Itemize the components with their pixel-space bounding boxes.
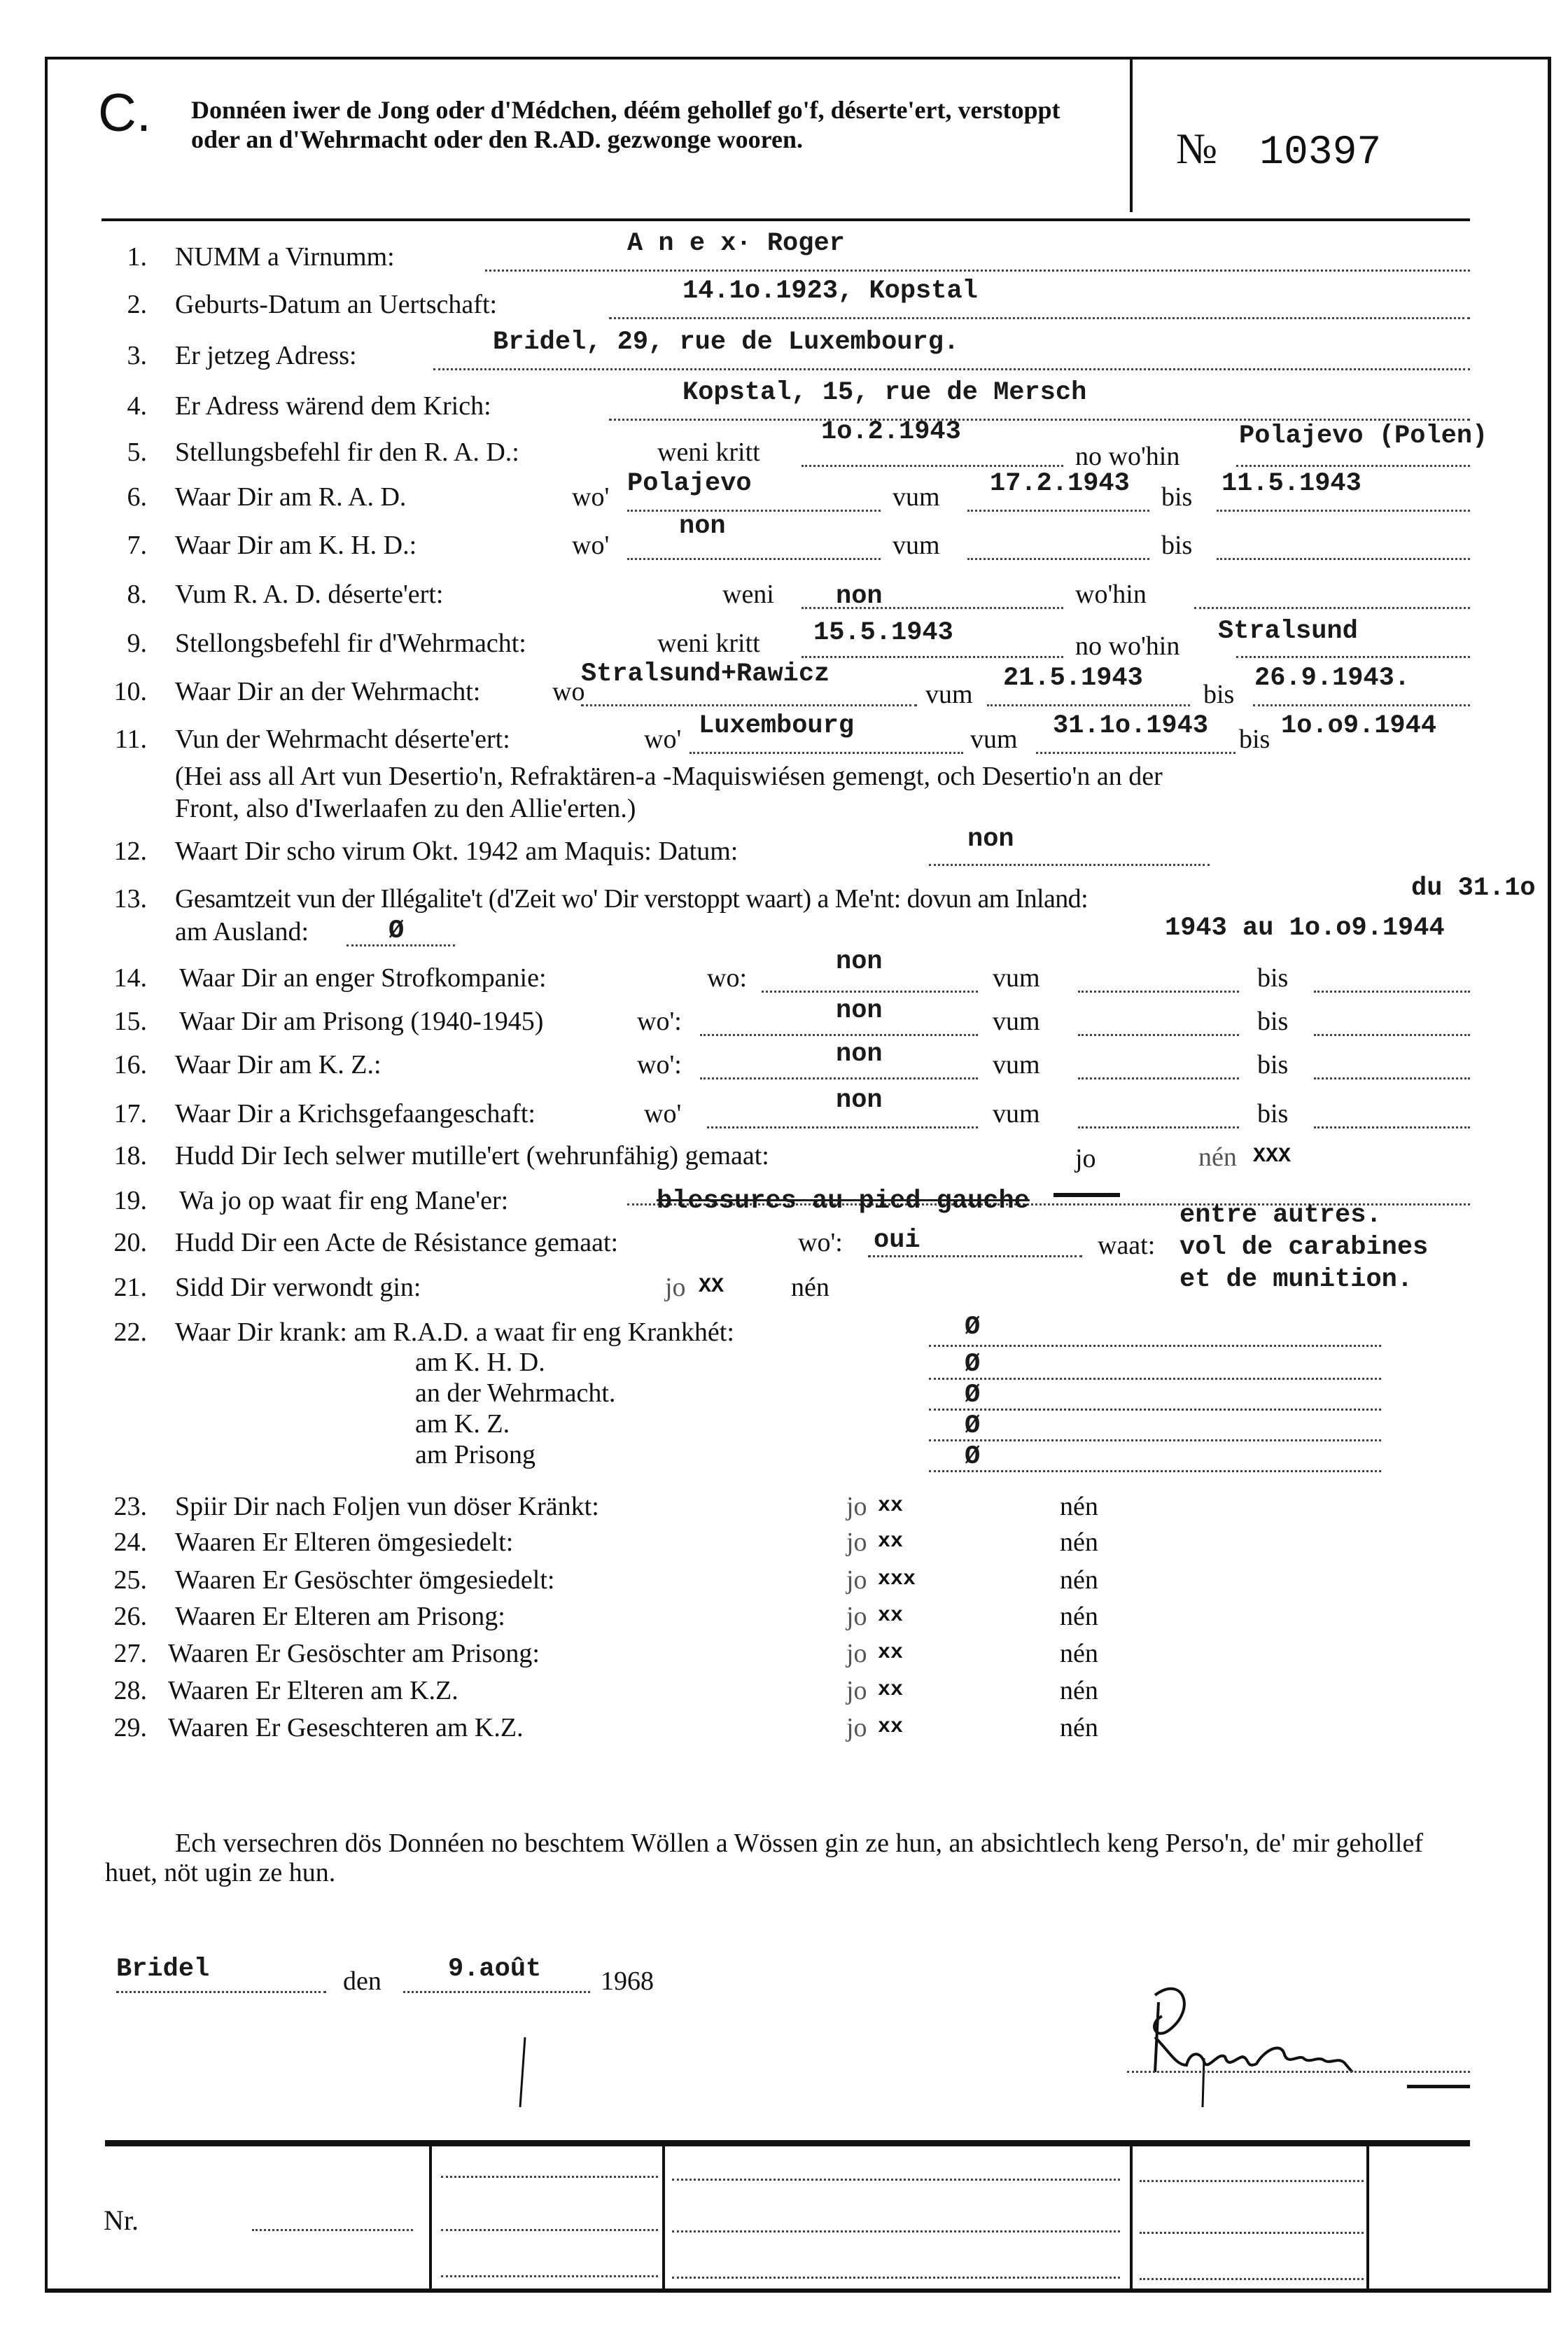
what-value-2: vol de carabines bbox=[1180, 1233, 1429, 1262]
where-value: Polajevo (Polen) bbox=[1239, 421, 1488, 451]
from-value: 31.1o.1943 bbox=[1053, 711, 1209, 741]
sub-label: an der Wehrmacht. bbox=[415, 1378, 616, 1408]
field-label: Waaren Er Elteren am Prisong: bbox=[175, 1602, 505, 1631]
dotted-line bbox=[116, 1991, 326, 1993]
row-number: 5. bbox=[127, 438, 147, 467]
field-label: Waar Dir am R. A. D. bbox=[175, 482, 407, 512]
where-value: non bbox=[836, 947, 883, 977]
no-option: nén bbox=[1060, 1565, 1098, 1595]
where-value: Luxembourg bbox=[699, 711, 855, 741]
typed-cross-out: xx bbox=[878, 1494, 904, 1518]
dotted-line bbox=[1036, 752, 1236, 754]
field-row-11 bbox=[0, 711, 1568, 757]
section-letter: C. bbox=[98, 83, 151, 143]
dotted-line bbox=[627, 510, 881, 512]
dotted-line bbox=[1314, 1034, 1470, 1036]
yes-option: jo bbox=[846, 1492, 867, 1521]
sub-value: Ø bbox=[965, 1350, 981, 1379]
where-label: wo' bbox=[572, 531, 610, 560]
row-number: 11. bbox=[114, 725, 147, 754]
row-number: 10. bbox=[113, 677, 147, 706]
row-number: 21. bbox=[113, 1273, 147, 1302]
row-number: 1. bbox=[127, 242, 147, 272]
field-row-28 bbox=[0, 1673, 1568, 1708]
where-value: non bbox=[836, 996, 883, 1026]
where-value: non bbox=[836, 1040, 883, 1069]
field-row-10 bbox=[0, 659, 1568, 709]
field-row-26 bbox=[0, 1599, 1568, 1634]
dotted-line bbox=[627, 558, 881, 560]
field-label: Waar Dir am Prisong (1940-1945) bbox=[179, 1007, 544, 1036]
from-label: vum bbox=[993, 1099, 1040, 1128]
field-row-15 bbox=[0, 996, 1568, 1039]
maquis-value: non bbox=[967, 825, 1014, 854]
field-label: Waaren Er Elteren ömgesiedelt: bbox=[175, 1528, 514, 1557]
row-number: 29. bbox=[113, 1713, 147, 1742]
field-row-11-note bbox=[0, 791, 1568, 826]
dotted-line bbox=[672, 2230, 1120, 2232]
name-value: A n e x· Roger bbox=[627, 229, 845, 258]
field-row-4 bbox=[0, 378, 1568, 424]
field-label: Waart Dir scho virum Okt. 1942 am Maquis: Datum: bbox=[175, 837, 738, 866]
field-label: Sidd Dir verwondt gin: bbox=[175, 1273, 421, 1302]
field-row-14 bbox=[0, 947, 1568, 995]
where-value: Polajevo bbox=[627, 469, 752, 498]
typed-cross-out: xx bbox=[878, 1715, 904, 1739]
field-row-29 bbox=[0, 1710, 1568, 1745]
wartime-address-value: Kopstal, 15, rue de Mersch bbox=[682, 378, 1087, 407]
row-number: 14. bbox=[113, 963, 147, 993]
birth-value: 14.1o.1923, Kopstal bbox=[682, 277, 978, 306]
field-row-17 bbox=[0, 1086, 1568, 1131]
dotted-line bbox=[1078, 1077, 1239, 1079]
yes-option: jo bbox=[846, 1639, 867, 1668]
yes-option: jo bbox=[665, 1273, 686, 1302]
to-value: 1o.o9.1944 bbox=[1281, 711, 1437, 741]
where-label: wo bbox=[552, 677, 585, 706]
yes-option: jo bbox=[846, 1676, 867, 1705]
row-number: 9. bbox=[127, 629, 147, 658]
where-label: no wo'hin bbox=[1075, 442, 1180, 471]
abroad-label: am Ausland: bbox=[175, 917, 309, 946]
header-rule bbox=[102, 218, 1470, 221]
where-label: wo': bbox=[798, 1228, 843, 1257]
field-label: Waar Dir am K. H. D.: bbox=[175, 531, 417, 560]
yes-option: jo bbox=[1075, 1144, 1096, 1173]
table-divider bbox=[1130, 2146, 1133, 2290]
to-label: bis bbox=[1257, 1050, 1289, 1079]
dotted-line bbox=[929, 864, 1210, 866]
typed-cross-out: xx bbox=[878, 1530, 904, 1553]
where-label: wo' bbox=[572, 482, 610, 512]
field-row-24 bbox=[0, 1525, 1568, 1560]
dotted-line bbox=[441, 2176, 658, 2178]
yes-option: jo bbox=[846, 1602, 867, 1631]
dotted-line bbox=[1236, 656, 1470, 658]
row-number: 20. bbox=[113, 1228, 147, 1257]
field-label: Vum R. A. D. déserte'ert: bbox=[175, 580, 444, 609]
from-label: vum bbox=[892, 482, 940, 512]
note-line-2: Front, also d'Iwerlaafen zu den Allie'erten.) bbox=[175, 794, 636, 823]
field-row-22 bbox=[0, 1315, 1568, 1350]
field-row-3 bbox=[0, 328, 1568, 373]
sub-label: am K. Z. bbox=[415, 1409, 510, 1439]
inland-value: du 31.1o bbox=[1411, 874, 1536, 903]
dotted-line bbox=[609, 419, 1470, 421]
row-number: 18. bbox=[113, 1141, 147, 1170]
where-value: Stralsund bbox=[1218, 617, 1358, 646]
no-option: nén bbox=[791, 1273, 830, 1302]
field-label: Waaren Er Gesöschter ömgesiedelt: bbox=[175, 1565, 555, 1595]
dotted-line bbox=[967, 558, 1149, 560]
dotted-line bbox=[403, 1991, 590, 1993]
when-label: weni kritt bbox=[657, 438, 760, 467]
row-number: 4. bbox=[127, 391, 147, 421]
dotted-line bbox=[485, 270, 1470, 272]
when-label: weni bbox=[722, 580, 774, 609]
table-divider bbox=[662, 2146, 665, 2290]
no-option: nén bbox=[1060, 1528, 1098, 1557]
dotted-line bbox=[802, 465, 1063, 467]
dotted-line bbox=[1236, 465, 1470, 467]
to-label: bis bbox=[1257, 1007, 1289, 1036]
row-number: 16. bbox=[113, 1050, 147, 1079]
from-label: vum bbox=[993, 1050, 1040, 1079]
note-line-1: (Hei ass all Art vun Desertio'n, Refraktären-a -Maquiswiésen gemengt, och Desertio'n an der bbox=[175, 762, 1163, 791]
field-label: Waaren Er Geseschteren am K.Z. bbox=[168, 1713, 524, 1742]
field-row-18 bbox=[0, 1138, 1568, 1173]
dotted-line bbox=[441, 2229, 658, 2231]
where-label: wo' bbox=[644, 725, 682, 754]
where-label: wo: bbox=[707, 963, 747, 993]
what-value-3: et de munition. bbox=[1180, 1265, 1413, 1294]
typed-cross-out: xx bbox=[878, 1678, 904, 1702]
from-label: vum bbox=[993, 1007, 1040, 1036]
nr-label: Nr. bbox=[104, 2204, 139, 2236]
dotted-line bbox=[929, 1470, 1381, 1472]
from-label: vum bbox=[925, 680, 973, 709]
dotted-line bbox=[1253, 704, 1470, 706]
dotted-line bbox=[1314, 1126, 1470, 1128]
where-label: no wo'hin bbox=[1075, 631, 1180, 661]
row-number: 13. bbox=[113, 884, 147, 914]
dotted-line bbox=[672, 2179, 1120, 2181]
field-row-22-sub bbox=[0, 1409, 1568, 1444]
where-value: non bbox=[679, 512, 726, 541]
field-row-22-sub bbox=[0, 1348, 1568, 1383]
form-number bbox=[1176, 125, 1381, 176]
field-label: Vun der Wehrmacht déserte'ert: bbox=[175, 725, 510, 754]
no-option: nén bbox=[1060, 1492, 1098, 1521]
to-label: bis bbox=[1161, 531, 1193, 560]
dotted-line bbox=[868, 1255, 1082, 1257]
mark-dash bbox=[1407, 2085, 1470, 2088]
where-label: wo': bbox=[637, 1007, 682, 1036]
dotted-line bbox=[762, 991, 978, 993]
field-label: Gesamtzeit vun der Illégalite't (d'Zeit wo' Dir verstoppt waart) a Me'nt: dovun am Inland: bbox=[175, 884, 1088, 914]
from-label: vum bbox=[892, 531, 940, 560]
field-row-11-note bbox=[0, 759, 1568, 794]
field-row-13 bbox=[0, 874, 1568, 916]
sub-value: Ø bbox=[965, 1442, 981, 1472]
dotted-line bbox=[581, 704, 917, 706]
year-label: 1968 bbox=[601, 1966, 654, 1996]
row-number: 19. bbox=[113, 1186, 147, 1215]
row-number: 6. bbox=[127, 482, 147, 512]
row-number: 28. bbox=[113, 1676, 147, 1705]
field-row-13b bbox=[0, 914, 1568, 949]
yes-option: jo bbox=[846, 1528, 867, 1557]
abroad-value: Ø bbox=[388, 916, 405, 946]
field-label: Waar Dir an der Wehrmacht: bbox=[175, 677, 481, 706]
no-option: nén bbox=[1198, 1142, 1237, 1172]
dotted-line bbox=[1217, 510, 1470, 512]
header-divider bbox=[1130, 57, 1133, 212]
where-label: wo' bbox=[644, 1099, 682, 1128]
to-label: bis bbox=[1257, 963, 1289, 993]
field-row-22-sub bbox=[0, 1440, 1568, 1475]
dotted-line bbox=[441, 2275, 658, 2277]
field-row-9 bbox=[0, 617, 1568, 661]
sub-value: Ø bbox=[965, 1381, 981, 1410]
address-value: Bridel, 29, rue de Luxembourg. bbox=[493, 328, 960, 357]
table-top-rule bbox=[105, 2140, 1470, 2146]
dotted-line bbox=[1194, 607, 1470, 609]
field-row-27 bbox=[0, 1636, 1568, 1671]
where-value: Stralsund+Rawicz bbox=[581, 659, 830, 689]
sub-value: Ø bbox=[965, 1411, 981, 1441]
date-value: 9.août bbox=[448, 1955, 542, 1984]
sub-label: am K. H. D. bbox=[415, 1348, 545, 1377]
row-number: 12. bbox=[113, 837, 147, 866]
field-label: Geburts-Datum an Uertschaft: bbox=[175, 290, 498, 319]
field-row-21 bbox=[0, 1265, 1568, 1305]
dotted-line bbox=[252, 2229, 413, 2231]
signature bbox=[1120, 1974, 1484, 2114]
when-value: 15.5.1943 bbox=[813, 618, 953, 648]
dotted-line bbox=[700, 1034, 978, 1036]
field-label: Er Adress wärend dem Krich: bbox=[175, 391, 491, 421]
row-number: 8. bbox=[127, 580, 147, 609]
field-label: Stellungsbefehl fir den R. A. D.: bbox=[175, 438, 519, 467]
no-option: nén bbox=[1060, 1713, 1098, 1742]
dotted-line bbox=[987, 704, 1190, 706]
dotted-line bbox=[1314, 1077, 1470, 1079]
row-number: 2. bbox=[127, 290, 147, 319]
no-option: nén bbox=[1060, 1676, 1098, 1705]
when-value: 1o.2.1943 bbox=[821, 417, 961, 447]
field-row-7 bbox=[0, 512, 1568, 563]
dotted-line bbox=[1314, 991, 1470, 993]
dotted-line bbox=[1078, 1034, 1239, 1036]
to-value: 26.9.1943. bbox=[1254, 664, 1410, 693]
dotted-line bbox=[609, 317, 1470, 319]
typed-cross-out: XX bbox=[699, 1275, 724, 1299]
row-number: 17. bbox=[113, 1099, 147, 1128]
field-row-16 bbox=[0, 1040, 1568, 1082]
field-label: Waaren Er Elteren am K.Z. bbox=[168, 1676, 458, 1705]
row-number: 15. bbox=[113, 1007, 147, 1036]
row-number: 27. bbox=[113, 1639, 147, 1668]
field-label: Er jetzeg Adress: bbox=[175, 341, 357, 370]
where-label: wo'hin bbox=[1075, 580, 1147, 609]
field-label: Waaren Er Gesöschter am Prisong: bbox=[168, 1639, 540, 1668]
manner-value: blessures au pied gauche bbox=[657, 1187, 1030, 1216]
to-label: bis bbox=[1161, 482, 1193, 512]
field-row-8 bbox=[0, 577, 1568, 612]
dotted-line bbox=[690, 752, 963, 754]
field-row-23 bbox=[0, 1489, 1568, 1524]
typed-cross-out: xxx bbox=[878, 1567, 916, 1591]
typed-cross-out: xx bbox=[878, 1604, 904, 1628]
when-value: non bbox=[836, 582, 883, 611]
field-row-2 bbox=[0, 277, 1568, 322]
form-title: Donnéen iwer de Jong oder d'Médchen, déém gehollef go'f, déserte'ert, verstoppt oder an d'Wehrmacht oder den R.AD. gezwonge wooren. bbox=[191, 96, 1060, 153]
form-number-value: 10397 bbox=[1259, 130, 1382, 176]
illness-value: Ø bbox=[965, 1313, 981, 1342]
row-number: 7. bbox=[127, 531, 147, 560]
dotted-line bbox=[1140, 2180, 1364, 2182]
table-divider bbox=[1366, 2146, 1369, 2290]
dotted-line bbox=[1078, 1126, 1239, 1128]
when-label: weni kritt bbox=[657, 629, 760, 658]
where-value: non bbox=[836, 1086, 883, 1115]
declaration-text: Ech versechren dös Donnéen no beschtem Wöllen a Wössen gin ze hun, an absichtlech keng Perso'n, de' mir gehollef huet, nöt ugin ze hun. bbox=[105, 1829, 1423, 1887]
field-label: Spiir Dir nach Foljen vun döser Kränkt: bbox=[175, 1492, 599, 1521]
no-option: nén bbox=[1060, 1602, 1098, 1631]
field-label: Waar Dir an enger Strofkompanie: bbox=[179, 963, 547, 993]
where-label: wo': bbox=[637, 1050, 682, 1079]
field-label: NUMM a Virnumm: bbox=[175, 242, 395, 272]
dotted-line bbox=[802, 656, 1063, 658]
dotted-line bbox=[929, 1345, 1381, 1347]
field-label: Waar Dir krank: am R.A.D. a waat fir eng Krankhét: bbox=[175, 1318, 734, 1347]
field-row-1 bbox=[0, 229, 1568, 274]
row-number: 24. bbox=[113, 1528, 147, 1557]
den-label: den bbox=[343, 1966, 382, 1996]
field-row-25 bbox=[0, 1563, 1568, 1598]
from-label: vum bbox=[993, 963, 1040, 993]
to-label: bis bbox=[1257, 1099, 1289, 1128]
inland-value-cont: 1943 au 1o.o9.1944 bbox=[1165, 914, 1445, 943]
dotted-line bbox=[1140, 2232, 1364, 2234]
dotted-line bbox=[707, 1126, 978, 1128]
yes-option: jo bbox=[846, 1565, 867, 1595]
table-divider bbox=[429, 2146, 432, 2290]
row-number: 3. bbox=[127, 341, 147, 370]
dotted-line bbox=[433, 368, 1470, 370]
from-value: 17.2.1943 bbox=[990, 469, 1130, 498]
number-sign: № bbox=[1176, 125, 1218, 173]
what-label: waat: bbox=[1098, 1231, 1156, 1260]
field-label: Stellongsbefehl fir d'Wehrmacht: bbox=[175, 629, 526, 658]
dotted-line bbox=[700, 1077, 978, 1079]
field-label: Waar Dir am K. Z.: bbox=[175, 1050, 382, 1079]
typed-cross-out: XXX bbox=[1253, 1145, 1292, 1168]
from-label: vum bbox=[970, 725, 1018, 754]
field-label: Wa jo op waat fir eng Mane'er: bbox=[179, 1186, 509, 1215]
place-value: Bridel bbox=[116, 1955, 210, 1984]
dotted-line bbox=[1217, 558, 1470, 560]
from-value: 21.5.1943 bbox=[1003, 664, 1143, 693]
dotted-line bbox=[672, 2277, 1120, 2279]
field-label: Hudd Dir Iech selwer mutille'ert (wehrunfähig) gemaat: bbox=[175, 1141, 769, 1170]
sub-label: am Prisong bbox=[415, 1440, 536, 1469]
field-row-22-sub bbox=[0, 1378, 1568, 1413]
field-row-12 bbox=[0, 825, 1568, 869]
row-number: 23. bbox=[113, 1492, 147, 1521]
field-row-6 bbox=[0, 469, 1568, 515]
dotted-line bbox=[1078, 991, 1239, 993]
to-value: 11.5.1943 bbox=[1222, 469, 1362, 498]
no-option: nén bbox=[1060, 1639, 1098, 1668]
row-number: 22. bbox=[113, 1318, 147, 1347]
field-label: Waar Dir a Krichsgefaangeschaft: bbox=[175, 1099, 536, 1128]
row-number: 26. bbox=[113, 1602, 147, 1631]
field-row-5 bbox=[0, 417, 1568, 471]
yes-option: jo bbox=[846, 1713, 867, 1742]
field-label: Hudd Dir een Acte de Résistance gemaat: bbox=[175, 1228, 619, 1257]
dotted-line bbox=[967, 510, 1149, 512]
to-label: bis bbox=[1203, 680, 1235, 709]
dotted-line bbox=[1140, 2278, 1364, 2280]
to-label: bis bbox=[1239, 725, 1270, 754]
where-value: oui bbox=[874, 1226, 920, 1255]
typed-cross-out: xx bbox=[878, 1641, 904, 1665]
what-value-1: entre autres. bbox=[1180, 1201, 1382, 1230]
signature-line bbox=[1127, 2071, 1470, 2073]
row-number: 25. bbox=[113, 1565, 147, 1595]
